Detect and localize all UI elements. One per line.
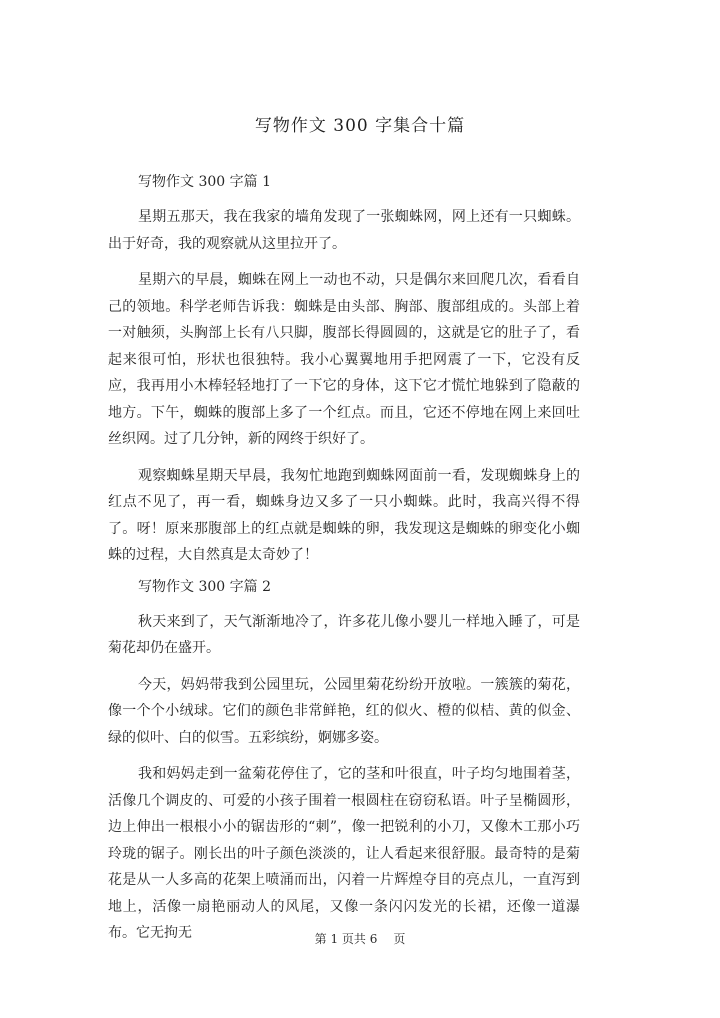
section-heading-2: 写物作文 300 字篇 2 [138,578,271,595]
page-number-suffix: 页 [393,932,406,946]
page-number-label: 第 1 页共 6 [314,932,378,946]
document-body [108,168,580,957]
document-title: 写物作文 300 字集合十篇 [254,116,466,136]
paragraph: 我和妈妈走到一盆菊花停住了，它的茎和叶很直，叶子均匀地围着茎，活像几个调皮的、可爱的小孩子围着一根圆柱在窃窃私语。叶子呈椭圆形，边上伸出一根根小小的锯齿形的“刺”，像一把锐利的小刀，又像木工那小巧玲珑的锯子。刚长出的叶子颜色淡淡的，让人看起来很舒服。最奇特的是菊花是从一人多高的花架上喷涌而出，闪着一片辉煌夺目的亮点儿，一直泻到地上，活像一扇艳丽动人的风尾，又像一条闪闪发光的长裙，还像一道瀑布。它无拘无 [108,766,580,941]
paragraph: 观察蜘蛛星期天早晨，我匆忙地跑到蜘蛛网面前一看，发现蜘蛛身上的红点不见了，再一看，蜘蛛身边又多了一只小蜘蛛。此时，我高兴得不得了。呀！原来那腹部上的红点就是蜘蛛的卵，我发现这是蜘蛛的卵变化小蜘蛛的过程，大自然真是太奇妙了！ [108,467,580,563]
paragraph: 秋天来到了，天气渐渐地冷了，许多花儿像小婴儿一样地入睡了，可是菊花却仍在盛开。 [108,613,580,656]
paragraph: 今天，妈妈带我到公园里玩，公园里菊花纷纷开放啦。一簇簇的菊花，像一个个小绒球。它们的颜色非常鲜艳，红的似火、橙的似桔、黄的似金、绿的似叶、白的似雪。五彩缤纷，婀娜多姿。 [108,676,580,746]
paragraph: 星期六的早晨，蜘蛛在网上一动也不动，只是偶尔来回爬几次，看看自己的领地。科学老师告诉我：蜘蛛是由头部、胸部、腹部组成的。头部上着一对触须，头胸部上长有八只脚，腹部长得圆圆的，这就是它的肚子了，看起来很可怕，形状也很独特。我小心翼翼地用手把网震了一下，它没有反应，我再用小木棒轻轻地打了一下它的身体，这下它才慌忙地躲到了隐蔽的地方。下午，蜘蛛的腹部上多了一个红点。而且，它还不停地在网上来回吐丝织网。过了几分钟，新的网终于织好了。 [108,272,580,447]
paragraph: 星期五那天，我在我家的墙角发现了一张蜘蛛网，网上还有一只蜘蛛。出于好奇，我的观察就从这里拉开了。 [108,209,580,252]
section-heading-1: 写物作文 300 字篇 1 [138,174,271,190]
page-footer [0,930,720,947]
